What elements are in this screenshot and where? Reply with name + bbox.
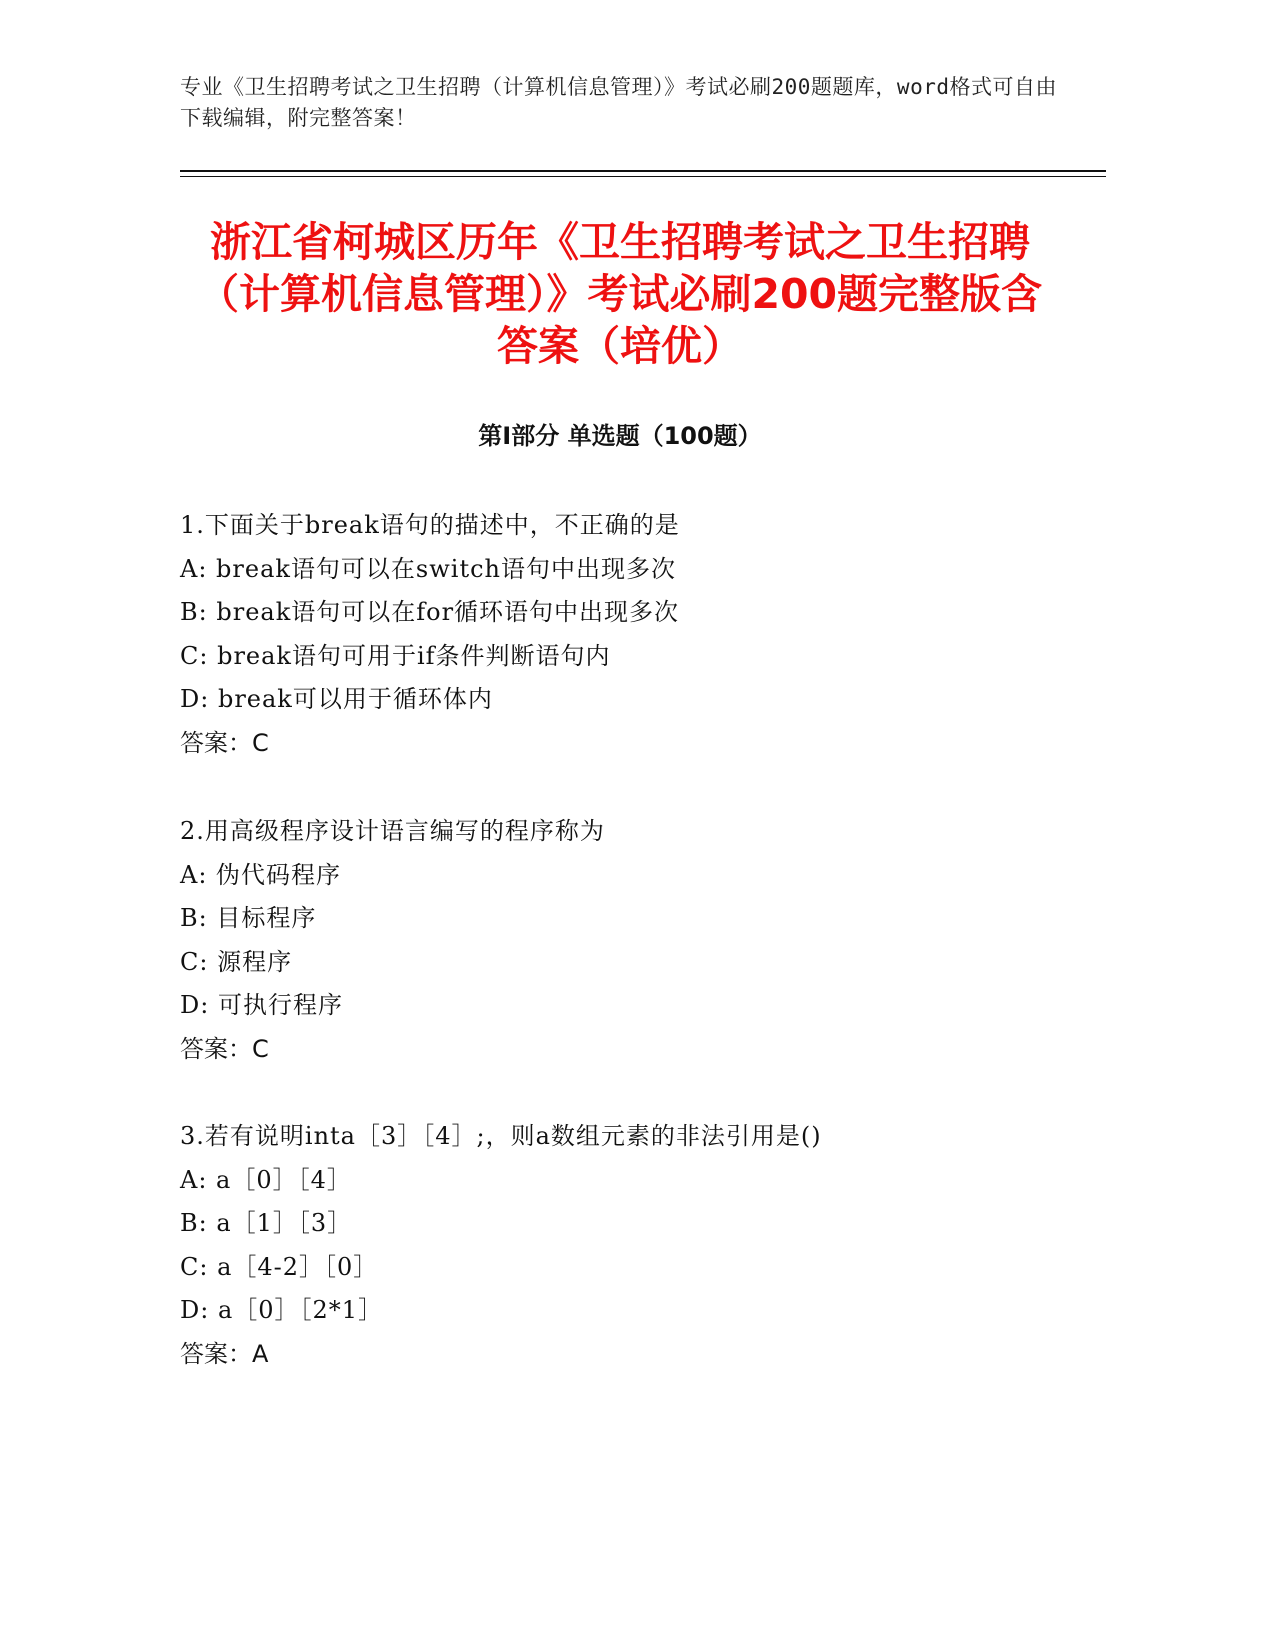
option-b: B: 目标程序: [180, 904, 317, 932]
option-b: B: a［1］［3］: [180, 1209, 353, 1237]
header-note: 专业《卫生招聘考试之卫生招聘（计算机信息管理）》考试必刷200题题库，word格式可自由下载编辑，附完整答案！: [180, 75, 1057, 130]
option-c: C: 源程序: [180, 947, 293, 976]
option-d: D: a［0］［2*1］: [180, 1296, 384, 1324]
option-c: C: break语句可用于if条件判断语句内: [180, 641, 611, 670]
option-b: B: break语句可以在for循环语句中出现多次: [180, 598, 680, 626]
question-stem: 3.若有说明inta［3］［4］;，则a数组元素的非法引用是(): [180, 1122, 822, 1150]
answer-line: 答案：A: [180, 1339, 269, 1368]
question-block: [180, 810, 1080, 1071]
option-d: D: 可执行程序: [180, 991, 343, 1019]
question-stem: 1.下面关于break语句的描述中，不正确的是: [180, 511, 680, 539]
question-stem: 2.用高级程序设计语言编写的程序称为: [180, 817, 605, 845]
option-a: A: break语句可以在switch语句中出现多次: [180, 554, 677, 583]
option-c: C: a［4-2］［0］: [180, 1252, 379, 1281]
header-divider-thin: [180, 176, 1106, 177]
question-block: [180, 504, 1080, 765]
header-divider-thick: [180, 170, 1106, 172]
option-a: A: 伪代码程序: [180, 860, 342, 889]
section-title: 第Ⅰ部分 单选题（100题）: [478, 422, 762, 450]
answer-line: 答案：C: [180, 728, 269, 757]
option-a: A: a［0］［4］: [180, 1165, 352, 1194]
question-block: [180, 1115, 1080, 1376]
answer-line: 答案：C: [180, 1034, 269, 1063]
option-d: D: break可以用于循环体内: [180, 685, 493, 713]
document-title: 浙江省柯城区历年《卫生招聘考试之卫生招聘（计算机信息管理）》考试必刷200题完整版含答案（培优）: [197, 218, 1043, 370]
